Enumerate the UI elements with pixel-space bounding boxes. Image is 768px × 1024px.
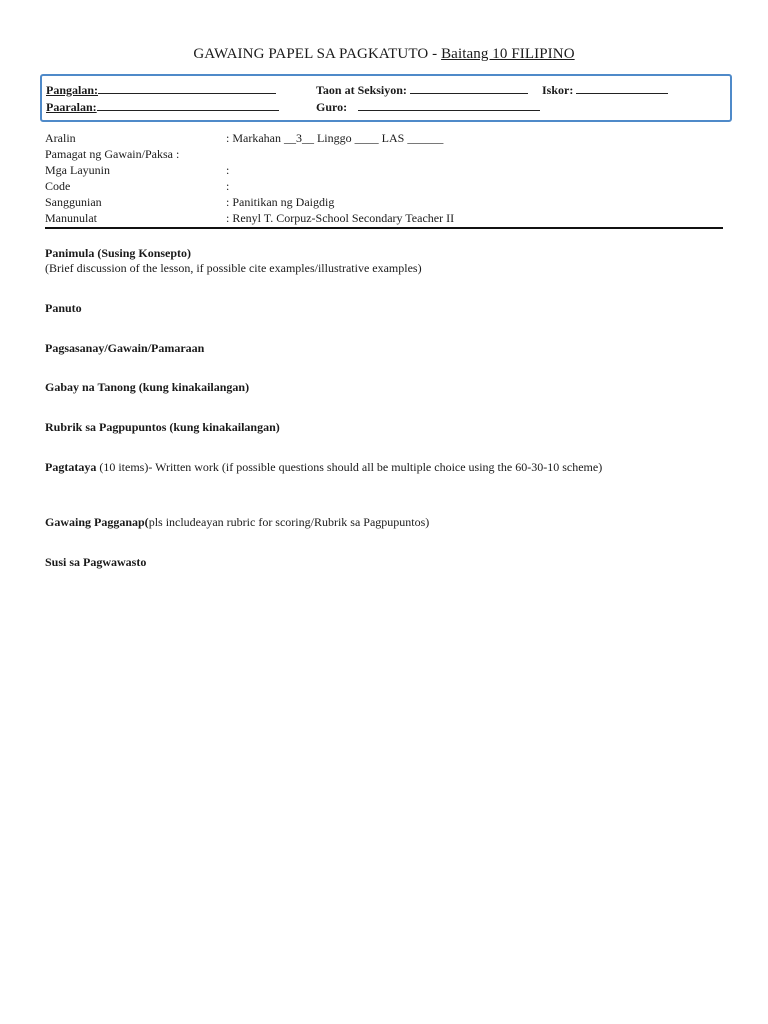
year-section-label: Taon at Seksiyon: [316, 83, 407, 97]
section-gabay [45, 380, 249, 395]
document-title [0, 46, 768, 63]
section-susi [45, 555, 146, 570]
section-heading: Rubrik sa Pagpupuntos (kung kinakailangan) [45, 420, 280, 434]
section-pagsasanay [45, 341, 204, 356]
meta-row-aralin [45, 130, 722, 146]
grade-level: Baitang 10 FILIPINO [441, 46, 575, 62]
name-field[interactable] [46, 82, 276, 98]
section-heading: Pagsasanay/Gawain/Pamaraan [45, 341, 205, 355]
student-info-box [40, 74, 732, 122]
name-label: Pangalan: [46, 83, 99, 97]
school-field[interactable] [46, 99, 279, 115]
section-pagtataya [45, 460, 602, 475]
school-blank[interactable] [97, 99, 279, 111]
section-heading: Gawaing Pagganap( [45, 515, 149, 529]
meta-value: : [226, 163, 230, 177]
meta-key: Pamagat ng Gawain/Paksa : [45, 147, 180, 161]
section-heading: Pagtataya [45, 460, 97, 474]
section-divider [45, 227, 723, 229]
score-field[interactable] [542, 82, 668, 98]
school-label: Paaralan: [46, 100, 97, 114]
meta-row-code [45, 178, 722, 194]
teacher-blank[interactable] [358, 99, 540, 111]
meta-key: Sanggunian [45, 195, 102, 209]
score-blank[interactable] [576, 82, 668, 94]
meta-value: : Markahan __3__ Linggo ____ LAS ______ [226, 131, 444, 145]
section-heading: Gabay na Tanong (kung kinakailangan) [45, 380, 250, 394]
meta-row-pamagat [45, 146, 722, 162]
teacher-label: Guro: [316, 100, 348, 114]
meta-value: : Panitikan ng Daigdig [226, 195, 335, 209]
section-panuto [45, 301, 82, 316]
meta-row-manunulat [45, 210, 722, 226]
section-heading: Panimula (Susing Konsepto) [45, 246, 192, 260]
section-heading: Panuto [45, 301, 82, 315]
section-note: (Brief discussion of the lesson, if possible cite examples/illustrative examples) [45, 261, 422, 275]
section-heading: Susi sa Pagwawasto [45, 555, 147, 569]
meta-row-layunin [45, 162, 722, 178]
year-section-field[interactable] [316, 82, 528, 98]
meta-value: : Renyl T. Corpuz-School Secondary Teacher II [226, 211, 455, 225]
meta-key: Aralin [45, 131, 76, 145]
meta-key: Mga Layunin [45, 163, 110, 177]
section-gawaing-pagganap [45, 515, 429, 530]
section-note: pls includeayan rubric for scoring/Rubrik sa Pagpupuntos) [148, 515, 430, 529]
section-rubrik [45, 420, 280, 435]
score-label: Iskor: [542, 83, 574, 97]
name-blank[interactable] [98, 82, 276, 94]
title-text: GAWAING PAPEL SA PAGKATUTO - [193, 46, 438, 62]
section-panimula [45, 246, 422, 276]
meta-key: Code [45, 179, 71, 193]
meta-value: : [226, 179, 230, 193]
section-note: (10 items)- Written work (if possible questions should all be multiple choice using the 60-30-10 scheme) [96, 460, 603, 474]
meta-key: Manunulat [45, 211, 97, 225]
lesson-metadata [45, 130, 722, 226]
teacher-field[interactable] [316, 99, 540, 115]
meta-row-sanggunian [45, 194, 722, 210]
year-section-blank[interactable] [410, 82, 528, 94]
